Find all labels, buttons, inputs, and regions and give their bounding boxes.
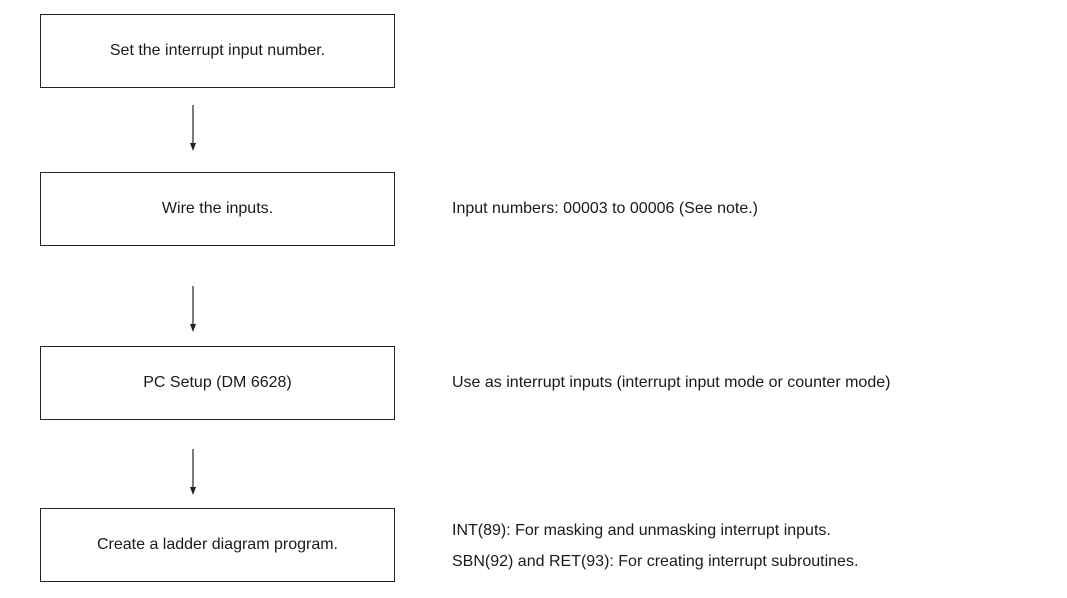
step-label: Create a ladder diagram program. [96, 536, 338, 553]
flow-arrow-2 [187, 286, 199, 332]
step-label: Set the interrupt input number. [109, 42, 326, 59]
step-box-set-interrupt-number [40, 14, 395, 88]
step-note-wire-inputs [452, 197, 758, 221]
flow-arrow-3 [187, 449, 199, 495]
step-note-create-ladder-program [452, 519, 858, 574]
step-label: PC Setup (DM 6628) [143, 374, 292, 391]
step-note-pc-setup [452, 371, 890, 395]
note-line: Use as interrupt inputs (interrupt input mode or counter mode) [452, 374, 891, 391]
step-box-create-ladder-program [40, 508, 395, 582]
note-line: Input numbers: 00003 to 00006 (See note.) [452, 200, 758, 217]
step-box-pc-setup [40, 346, 395, 420]
step-box-wire-inputs [40, 172, 395, 246]
note-line: SBN(92) and RET(93): For creating interrupt subroutines. [452, 553, 859, 570]
flow-arrow-1 [187, 105, 199, 151]
note-line: INT(89): For masking and unmasking interrupt inputs. [452, 522, 831, 539]
step-label: Wire the inputs. [161, 200, 274, 217]
